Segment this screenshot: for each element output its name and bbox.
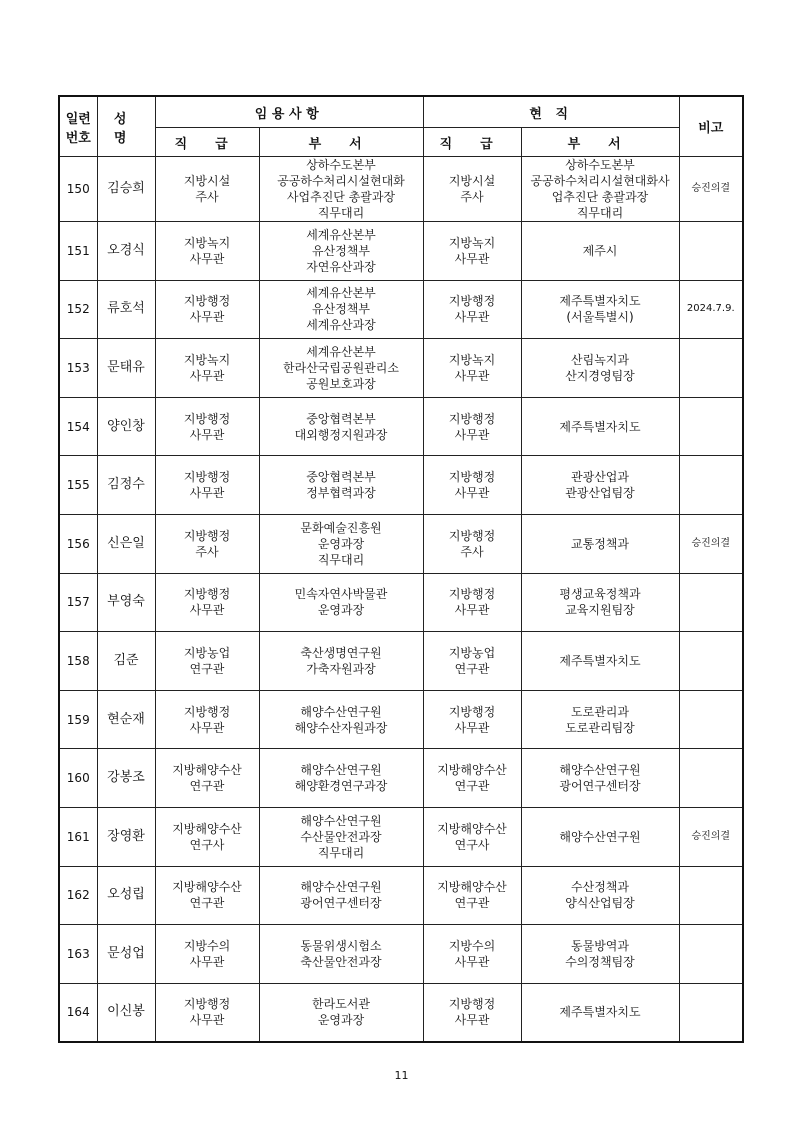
cell-current-grade: 지방행정 사무관 [423,397,521,456]
cell-appointment-department: 해양수산연구원 수산물안전과장 직무대리 [259,807,423,866]
cell-appointment-grade: 지방행정 사무관 [155,456,259,515]
cell-appointment-department: 세계유산본부 유산정책부 자연유산과장 [259,222,423,281]
cell-remarks [679,456,743,515]
cell-serial: 157 [59,573,97,632]
cell-current-grade: 지방농업 연구관 [423,632,521,691]
cell-appointment-department: 문화예술진흥원 운영과장 직무대리 [259,514,423,573]
page-number: 11 [394,1069,409,1082]
cell-current-department: 교통정책과 [521,514,679,573]
table-row [59,807,743,866]
header-serial: 일련 번호 [59,96,97,157]
cell-serial: 163 [59,925,97,984]
cell-current-grade: 지방해양수산 연구사 [423,807,521,866]
table-row [59,514,743,573]
cell-current-department: 관광산업과 관광산업팀장 [521,456,679,515]
header-current: 현 직 [423,96,679,128]
header-appointment-grade: 직 급 [155,128,259,157]
cell-remarks: 2024.7.9. [679,280,743,339]
cell-appointment-department: 민속자연사박물관 운영과장 [259,573,423,632]
cell-remarks [679,339,743,398]
cell-remarks: 승진의결 [679,514,743,573]
cell-remarks [679,632,743,691]
header-appointment: 임용사항 [155,96,423,128]
cell-current-department: 제주특별자치도 [521,397,679,456]
cell-current-grade: 지방녹지 사무관 [423,339,521,398]
cell-appointment-department: 동물위생시험소 축산물안전과장 [259,925,423,984]
cell-serial: 162 [59,866,97,925]
cell-appointment-department: 세계유산본부 한라산국립공원관리소 공원보호과장 [259,339,423,398]
table-row [59,456,743,515]
cell-serial: 152 [59,280,97,339]
table-row [59,866,743,925]
cell-appointment-grade: 지방행정 주사 [155,514,259,573]
cell-current-department: 제주시 [521,222,679,281]
cell-name: 류호석 [97,280,155,339]
cell-remarks [679,573,743,632]
header-current-grade: 직 급 [423,128,521,157]
cell-appointment-grade: 지방행정 사무관 [155,983,259,1042]
cell-current-grade: 지방행정 사무관 [423,573,521,632]
cell-serial: 161 [59,807,97,866]
cell-name: 문성업 [97,925,155,984]
cell-current-grade: 지방해양수산 연구관 [423,749,521,808]
cell-appointment-department: 중앙협력본부 대외행정지원과장 [259,397,423,456]
cell-serial: 160 [59,749,97,808]
cell-name: 문태유 [97,339,155,398]
cell-appointment-department: 해양수산연구원 광어연구센터장 [259,866,423,925]
cell-serial: 159 [59,690,97,749]
cell-remarks [679,222,743,281]
table-row [59,749,743,808]
cell-appointment-grade: 지방행정 사무관 [155,690,259,749]
cell-serial: 158 [59,632,97,691]
cell-appointment-grade: 지방시설 주사 [155,157,259,222]
table-row [59,632,743,691]
table-row [59,925,743,984]
cell-current-department: 제주특별자치도 (서울특별시) [521,280,679,339]
cell-remarks [679,925,743,984]
cell-appointment-grade: 지방행정 사무관 [155,397,259,456]
table-row [59,157,743,222]
cell-name: 현순재 [97,690,155,749]
cell-current-department: 상하수도본부 공공하수처리시설현대화사 업추진단 총괄과장 직무대리 [521,157,679,222]
cell-appointment-department: 해양수산연구원 해양수산자원과장 [259,690,423,749]
cell-appointment-department: 중앙협력본부 정부협력과장 [259,456,423,515]
cell-serial: 164 [59,983,97,1042]
cell-appointment-grade: 지방해양수산 연구사 [155,807,259,866]
table-row [59,339,743,398]
cell-current-department: 수산정책과 양식산업팀장 [521,866,679,925]
cell-appointment-grade: 지방농업 연구관 [155,632,259,691]
cell-current-grade: 지방수의 사무관 [423,925,521,984]
cell-current-department: 도로관리과 도로관리팀장 [521,690,679,749]
cell-serial: 153 [59,339,97,398]
cell-appointment-grade: 지방녹지 사무관 [155,222,259,281]
table-row [59,573,743,632]
cell-current-department: 해양수산연구원 [521,807,679,866]
table-row [59,397,743,456]
cell-appointment-grade: 지방수의 사무관 [155,925,259,984]
cell-serial: 155 [59,456,97,515]
cell-current-department: 동물방역과 수의정책팀장 [521,925,679,984]
cell-current-grade: 지방행정 사무관 [423,690,521,749]
cell-current-grade: 지방행정 사무관 [423,280,521,339]
cell-appointment-department: 축산생명연구원 가축자원과장 [259,632,423,691]
cell-remarks: 승진의결 [679,157,743,222]
table-row [59,690,743,749]
cell-current-grade: 지방녹지 사무관 [423,222,521,281]
cell-name: 김정수 [97,456,155,515]
cell-name: 김승희 [97,157,155,222]
personnel-table [58,95,744,1043]
cell-current-grade: 지방행정 사무관 [423,983,521,1042]
cell-appointment-grade: 지방녹지 사무관 [155,339,259,398]
cell-appointment-grade: 지방해양수산 연구관 [155,866,259,925]
cell-serial: 150 [59,157,97,222]
cell-name: 양인창 [97,397,155,456]
cell-remarks [679,866,743,925]
cell-name: 강봉조 [97,749,155,808]
cell-serial: 151 [59,222,97,281]
cell-remarks [679,983,743,1042]
table-row [59,983,743,1042]
cell-appointment-department: 한라도서관 운영과장 [259,983,423,1042]
table-row [59,280,743,339]
cell-appointment-grade: 지방해양수산 연구관 [155,749,259,808]
cell-appointment-grade: 지방행정 사무관 [155,280,259,339]
cell-name: 오성립 [97,866,155,925]
cell-current-department: 산림녹지과 산지경영팀장 [521,339,679,398]
header-current-department: 부 서 [521,128,679,157]
cell-current-grade: 지방행정 사무관 [423,456,521,515]
cell-current-department: 해양수산연구원 광어연구센터장 [521,749,679,808]
cell-current-grade: 지방시설 주사 [423,157,521,222]
table-row [59,222,743,281]
cell-appointment-department: 해양수산연구원 해양환경연구과장 [259,749,423,808]
header-name: 성 명 [97,96,155,157]
cell-name: 이신봉 [97,983,155,1042]
cell-name: 신은일 [97,514,155,573]
cell-remarks: 승진의결 [679,807,743,866]
cell-current-grade: 지방해양수산 연구관 [423,866,521,925]
cell-name: 김준 [97,632,155,691]
cell-name: 장영환 [97,807,155,866]
cell-serial: 156 [59,514,97,573]
cell-appointment-department: 세계유산본부 유산정책부 세계유산과장 [259,280,423,339]
cell-current-department: 제주특별자치도 [521,632,679,691]
cell-remarks [679,397,743,456]
cell-remarks [679,749,743,808]
cell-current-department: 평생교육정책과 교육지원팀장 [521,573,679,632]
cell-name: 오경식 [97,222,155,281]
table-header [59,96,743,157]
table-body [59,157,743,1042]
cell-current-grade: 지방행정 주사 [423,514,521,573]
header-remarks: 비고 [679,96,743,157]
cell-serial: 154 [59,397,97,456]
cell-remarks [679,690,743,749]
header-appointment-department: 부 서 [259,128,423,157]
cell-appointment-grade: 지방행정 사무관 [155,573,259,632]
cell-appointment-department: 상하수도본부 공공하수처리시설현대화 사업추진단 총괄과장 직무대리 [259,157,423,222]
cell-current-department: 제주특별자치도 [521,983,679,1042]
cell-name: 부영숙 [97,573,155,632]
